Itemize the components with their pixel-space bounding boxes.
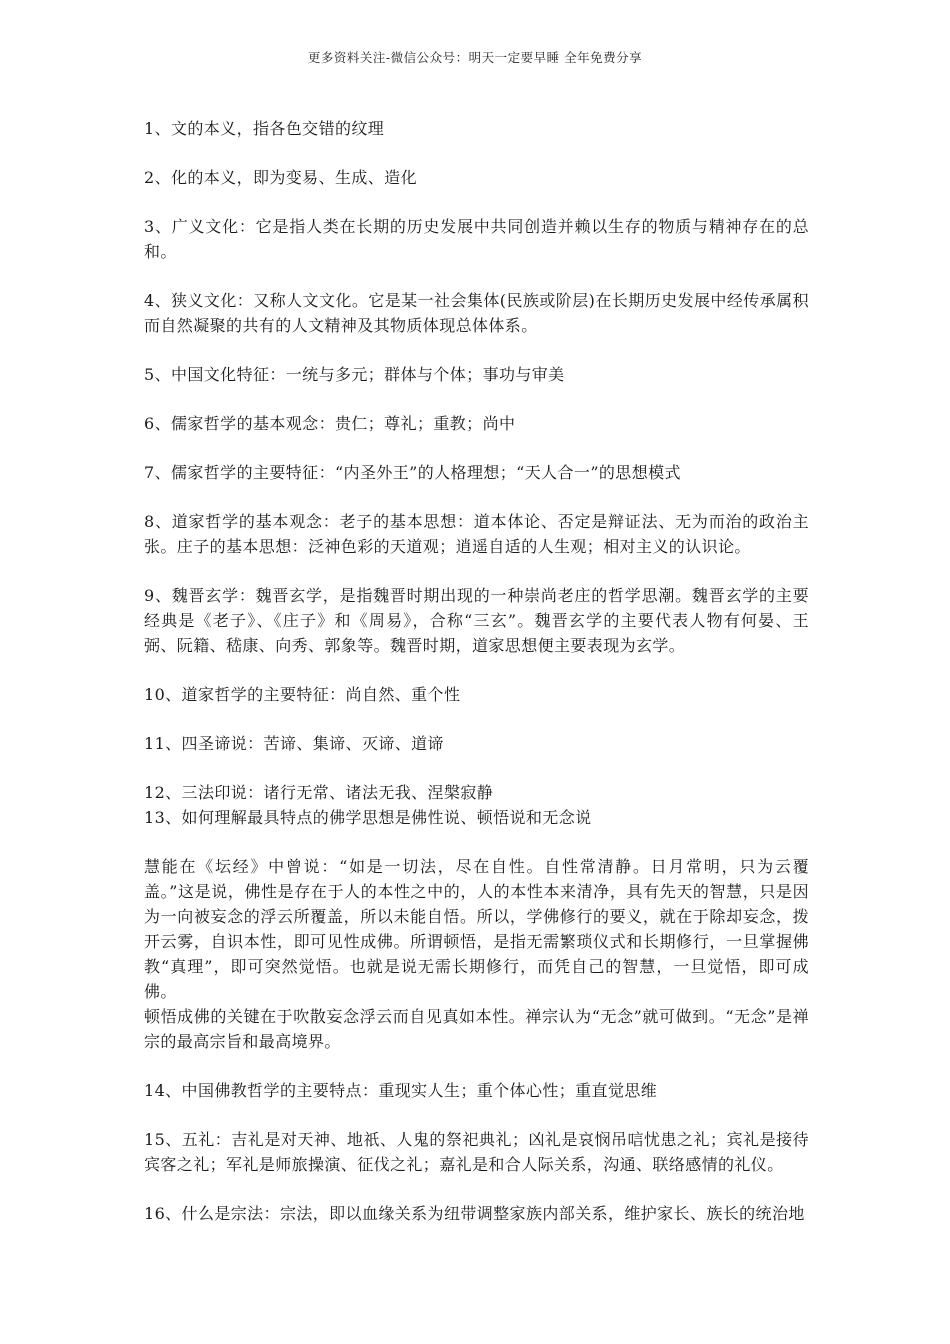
document-body	[144, 116, 809, 1250]
item-6: 6、儒家哲学的基本观念：贵仁；尊礼；重教；尚中	[144, 414, 516, 433]
item-12: 12、三法印说：诸行无常、诸法无我、涅槃寂静	[144, 783, 494, 802]
item-9: 9、魏晋玄学：魏晋玄学，是指魏晋时期出现的一种崇尚老庄的哲学思潮。魏晋玄学的主要经典是《老子》、《庄子》和《周易》，合称“三玄”。魏晋玄学的主要代表人物有何晏、王弼、阮籍、嵇康、向秀、郭象等。魏晋时期，道家思想便主要表现为玄学。	[144, 586, 809, 655]
item-8: 8、道家哲学的基本观念：老子的基本思想：道本体论、否定是辩证法、无为而治的政治主张。庄子的基本思想：泛神色彩的天道观；逍遥自适的人生观；相对主义的认识论。	[144, 512, 809, 556]
item-11: 11、四圣谛说：苦谛、集谛、灭谛、道谛	[144, 734, 444, 753]
item-4: 4、狭义文化：又称人文文化。它是某一社会集体(民族或阶层)在长期历史发展中经传承属积而自然凝聚的共有的人文精神及其物质体现总体体系。	[144, 291, 809, 335]
item-16: 16、什么是宗法：宗法，即以血缘关系为纽带调整家族内部关系，维护家长、族长的统治地	[144, 1204, 805, 1223]
item-3: 3、广义文化：它是指人类在长期的历史发展中共同创造并赖以生存的物质与精神存在的总和。	[144, 217, 809, 261]
item-14: 14、中国佛教哲学的主要特点：重现实人生；重个体心性；重直觉思维	[144, 1081, 658, 1100]
item-7: 7、儒家哲学的主要特征：“内圣外王”的人格理想；“天人合一”的思想模式	[144, 463, 681, 482]
item-2: 2、化的本义，即为变易、生成、造化	[144, 168, 417, 187]
item-13: 13、如何理解最具特点的佛学思想是佛性说、顿悟说和无念说	[144, 808, 592, 827]
item-15: 15、五礼：吉礼是对天神、地祇、人鬼的祭祀典礼；凶礼是哀悯吊唁忧患之礼；宾礼是接待宾客之礼；军礼是师旅操演、征伐之礼；嘉礼是和合人际关系，沟通、联络感情的礼仪。	[144, 1130, 809, 1174]
item-10: 10、道家哲学的主要特征：尚自然、重个性	[144, 685, 461, 704]
item-13-answer-cont: 顿悟成佛的关键在于吹散妄念浮云而自见真如本性。禅宗认为“无念”就可做到。“无念”是禅宗的最高宗旨和最高境界。	[144, 1007, 809, 1051]
page-header: 更多资料关注-微信公众号：明天一定要早睡 全年免费分享	[307, 50, 643, 65]
item-1: 1、文的本义，指各色交错的纹理	[144, 119, 385, 138]
item-5: 5、中国文化特征：一统与多元；群体与个体；事功与审美	[144, 365, 565, 384]
item-13-answer: 慧能在《坛经》中曾说：“如是一切法，尽在自性。自性常清静。日月常明，只为云覆盖。”这是说，佛性是存在于人的本性之中的，人的本性本来清净，具有先天的智慧，只是因为一向被妄念的浮云所覆盖，所以未能自悟。所以，学佛修行的要义，就在于除却妄念，拨开云雾，自识本性，即可见性成佛。所谓顿悟，是指无需繁琐仪式和长期修行，一旦掌握佛教“真理”，即可突然觉悟。也就是说无需长期修行，而凭自己的智慧，一旦觉悟，即可成佛。	[144, 857, 809, 1001]
